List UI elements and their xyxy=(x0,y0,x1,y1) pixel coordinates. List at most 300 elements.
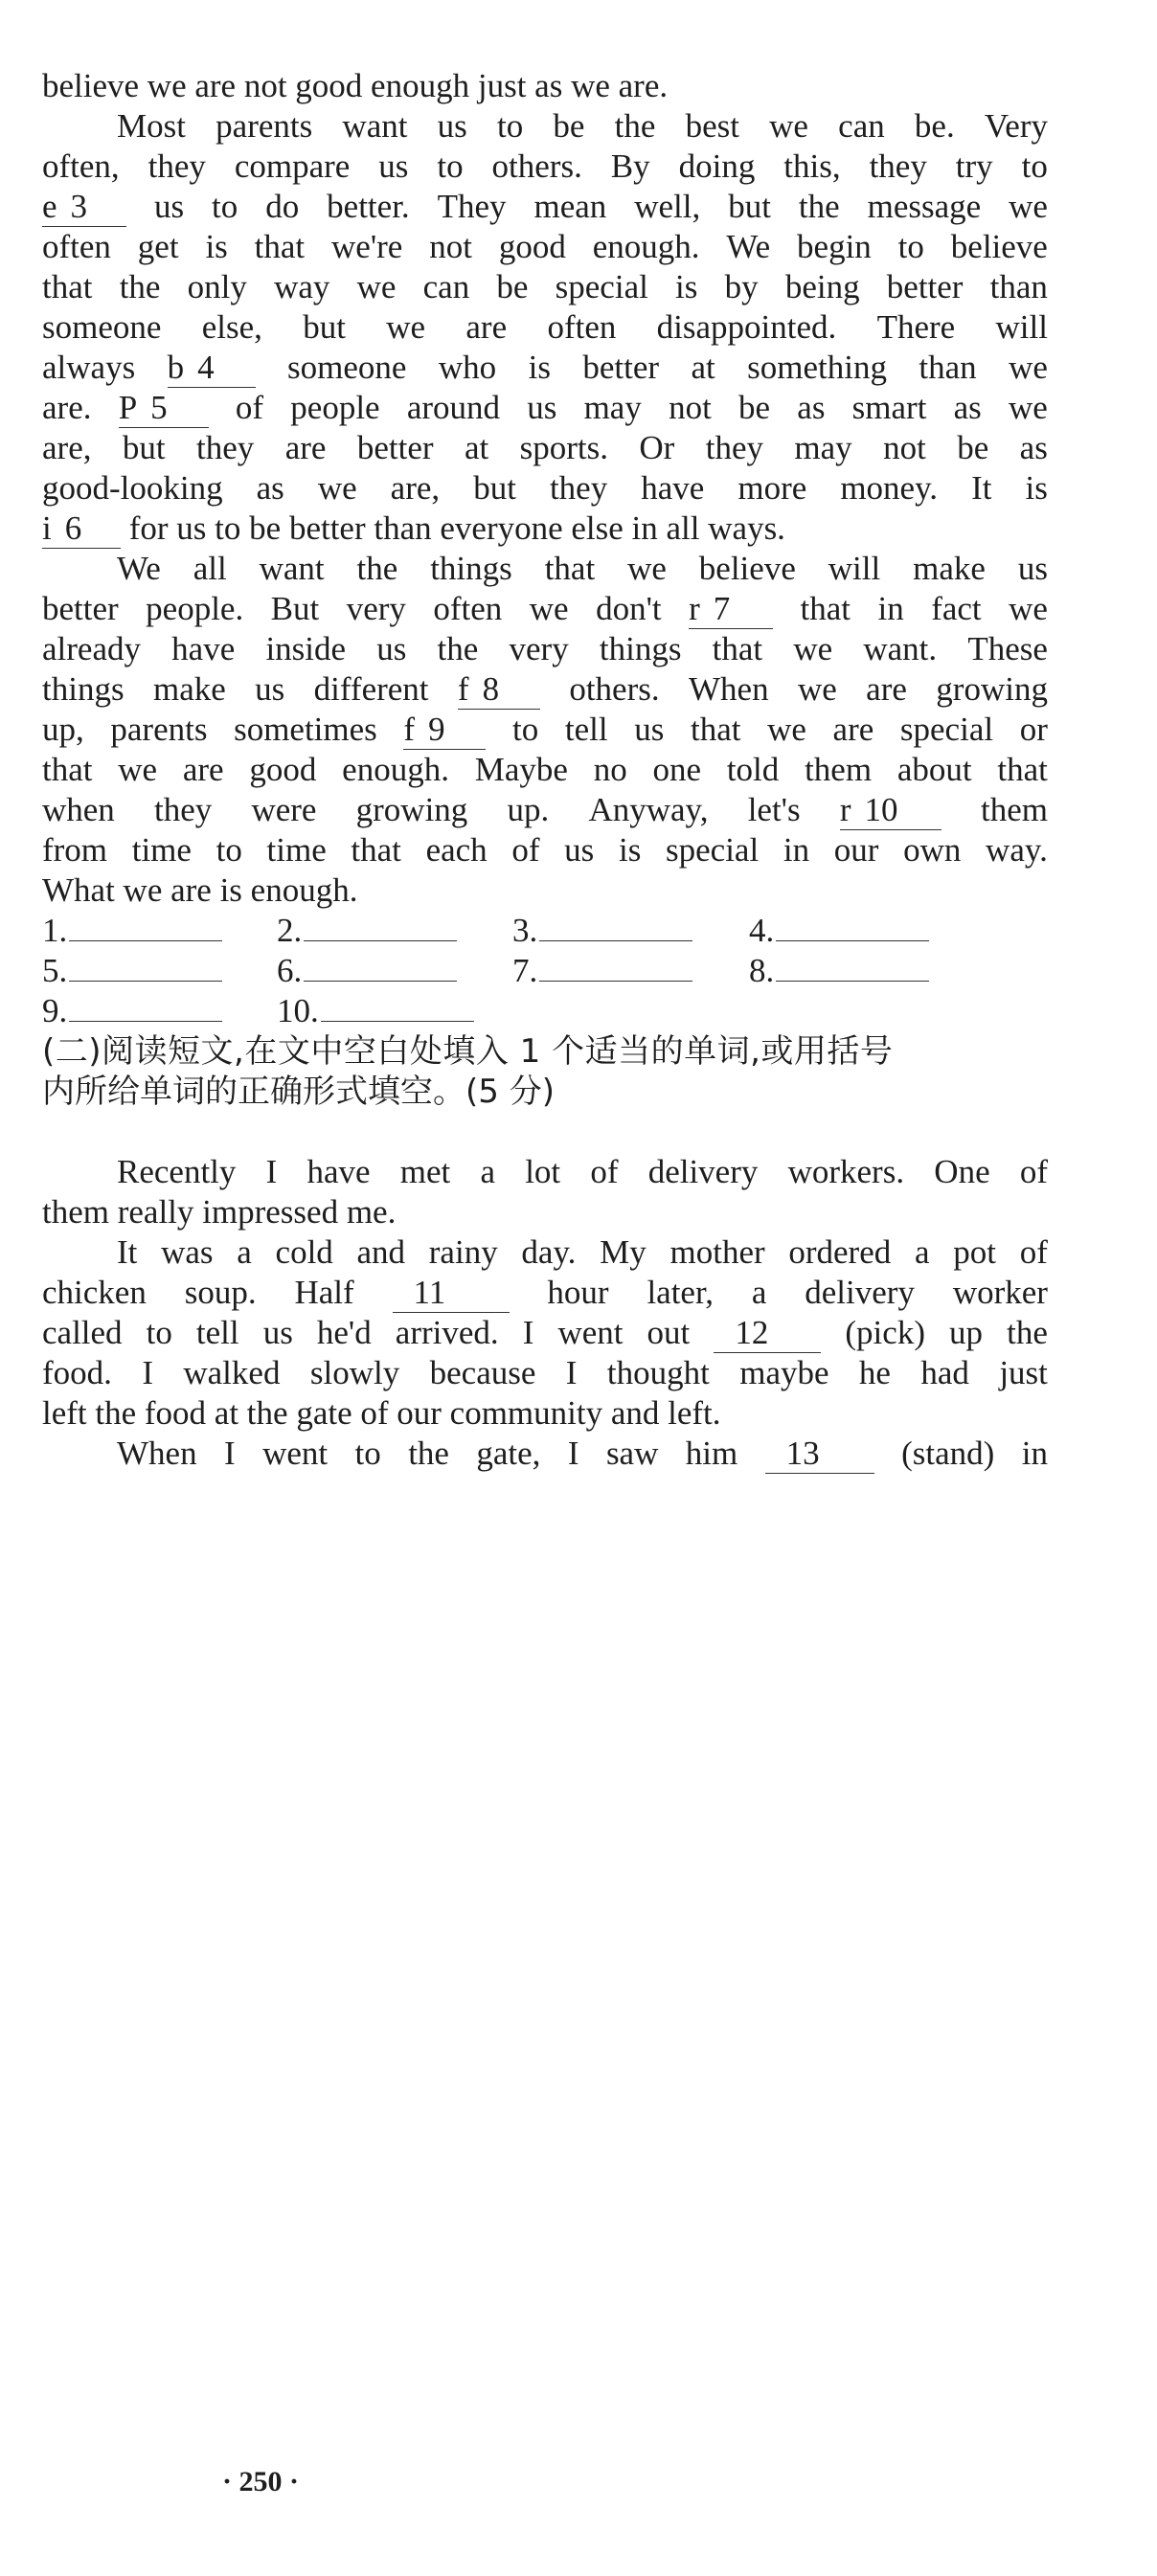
word: worker xyxy=(952,1274,1048,1311)
word: he'd xyxy=(316,1314,372,1351)
word: others. xyxy=(569,670,660,708)
word: Half xyxy=(294,1274,354,1311)
word: us xyxy=(527,389,557,426)
word: are. xyxy=(42,389,92,426)
word: When xyxy=(117,1435,197,1472)
text-line xyxy=(42,1232,1048,1274)
word: to xyxy=(496,107,524,145)
text-segment: What we are is enough. xyxy=(42,871,358,909)
word: a xyxy=(480,1153,495,1190)
word: that xyxy=(42,268,93,305)
answer-blank-7[interactable] xyxy=(689,590,773,629)
answer-line[interactable] xyxy=(776,912,929,941)
word: of xyxy=(1019,1153,1048,1190)
answer-blank-12[interactable] xyxy=(714,1314,821,1353)
word: are xyxy=(182,751,224,788)
word: do xyxy=(265,188,300,225)
word: It xyxy=(971,469,992,507)
text-line xyxy=(42,789,1048,831)
answer-number: 7. xyxy=(512,952,538,989)
word: we xyxy=(793,630,833,667)
word: we xyxy=(797,670,837,708)
word: our xyxy=(833,831,879,869)
word: arrived. xyxy=(395,1314,499,1351)
answer-blank-3[interactable] xyxy=(42,188,126,227)
text-line xyxy=(42,226,1048,268)
blank-number: 8 xyxy=(482,670,500,708)
answer-blank-5[interactable] xyxy=(119,389,209,428)
word: we xyxy=(386,308,426,346)
word: others. xyxy=(491,147,582,185)
word: already xyxy=(42,630,141,667)
text-segment: believe we are not good enough just as we are. xyxy=(42,67,669,104)
text-line xyxy=(42,146,1048,188)
answer-blank-9[interactable] xyxy=(403,711,486,750)
word: are, xyxy=(390,469,441,507)
word: better xyxy=(582,349,660,386)
word: else, xyxy=(201,308,262,346)
word: believe xyxy=(698,550,796,587)
word: better xyxy=(356,429,434,466)
text-line xyxy=(42,628,1048,670)
word: at xyxy=(691,349,715,386)
answer-number: 1. xyxy=(42,912,68,949)
word: us xyxy=(262,1314,293,1351)
word: enough. xyxy=(342,751,449,788)
word: We xyxy=(726,228,771,265)
word: to xyxy=(1021,147,1048,185)
text-line xyxy=(42,1392,1048,1435)
word: But xyxy=(270,590,320,627)
word: a xyxy=(914,1233,930,1271)
answer-slot[interactable] xyxy=(277,950,457,992)
word: pot xyxy=(953,1233,996,1271)
word: are xyxy=(832,711,874,748)
word: in xyxy=(1021,1435,1048,1472)
word: smart xyxy=(851,389,927,426)
word: that xyxy=(544,550,596,587)
word: and xyxy=(356,1233,406,1271)
answer-slot[interactable] xyxy=(749,910,929,952)
word: we xyxy=(1009,349,1048,386)
word: thought xyxy=(606,1354,710,1391)
word: to xyxy=(212,188,238,225)
word: us xyxy=(437,107,467,145)
word: of xyxy=(590,1153,619,1190)
text-line xyxy=(42,668,1048,711)
word: By xyxy=(610,147,650,185)
word: later, xyxy=(647,1274,714,1311)
word: they xyxy=(154,791,213,828)
word: tell xyxy=(564,711,608,748)
word: not xyxy=(429,228,472,265)
word: workers. xyxy=(787,1153,905,1190)
word: out xyxy=(647,1314,691,1351)
word: people. xyxy=(146,590,244,627)
word: the xyxy=(1007,1314,1048,1351)
word: that xyxy=(351,831,401,869)
word: get xyxy=(137,228,179,265)
word: as xyxy=(953,389,982,426)
word: delivery xyxy=(647,1153,759,1190)
word: money. xyxy=(840,469,939,507)
word: better xyxy=(886,268,964,305)
word: (pick) xyxy=(845,1314,925,1351)
word: are xyxy=(866,670,907,708)
blank-hint-letter: e xyxy=(42,188,57,225)
word: tell xyxy=(195,1314,239,1351)
word: met xyxy=(399,1153,451,1190)
word: they xyxy=(196,429,255,466)
blank-number: 5 xyxy=(150,389,168,426)
word: I xyxy=(567,1435,579,1472)
word: good xyxy=(249,751,317,788)
word: because xyxy=(429,1354,536,1391)
word: to xyxy=(897,228,924,265)
word: up, xyxy=(42,711,84,748)
answer-blank-13[interactable] xyxy=(765,1435,874,1474)
word: being xyxy=(784,268,860,305)
word: of xyxy=(235,389,264,426)
word: want. xyxy=(863,630,938,667)
word: that xyxy=(800,590,851,627)
word: as xyxy=(256,469,284,507)
word: us xyxy=(376,630,407,667)
answer-blank-11[interactable] xyxy=(393,1274,510,1313)
text-line xyxy=(42,1151,1048,1193)
word: compare xyxy=(234,147,351,185)
text-line xyxy=(42,870,1048,912)
word: of xyxy=(1019,1233,1048,1271)
word: enough. xyxy=(592,228,700,265)
word: of xyxy=(511,831,540,869)
word: from xyxy=(42,831,108,869)
word: is xyxy=(1025,469,1048,507)
word: are, xyxy=(42,429,92,466)
word: were xyxy=(251,791,317,828)
word: all xyxy=(193,550,227,587)
blank-number: 3 xyxy=(70,188,88,225)
word: good xyxy=(498,228,566,265)
word: about xyxy=(896,751,972,788)
word: way. xyxy=(986,831,1048,869)
text-line xyxy=(42,306,1048,349)
word: walked xyxy=(183,1354,281,1391)
text-line xyxy=(42,387,1048,429)
word: as xyxy=(1019,429,1048,466)
word: we xyxy=(529,590,569,627)
word: he xyxy=(858,1354,891,1391)
word: often xyxy=(433,590,503,627)
word: better xyxy=(42,590,119,627)
word: to xyxy=(437,147,464,185)
word: always xyxy=(42,349,136,386)
text-line xyxy=(42,266,1048,308)
text-segment: for us to be better than everyone else in all ways. xyxy=(121,509,785,547)
word: told xyxy=(726,751,780,788)
word: just xyxy=(999,1354,1048,1391)
word: had xyxy=(920,1354,969,1391)
blank-hint-letter: r xyxy=(689,590,700,627)
word: that xyxy=(254,228,306,265)
word: have xyxy=(171,630,236,667)
word: day. xyxy=(521,1233,577,1271)
word: than xyxy=(919,349,977,386)
answer-number: 8. xyxy=(749,952,775,989)
word: These xyxy=(967,630,1048,667)
section-instruction: 内所给单词的正确形式填空。(5 分) xyxy=(42,1073,555,1111)
word: special xyxy=(899,711,994,748)
answer-blank-10[interactable] xyxy=(840,791,941,830)
word: we're xyxy=(331,228,403,265)
word: want xyxy=(342,107,408,145)
word: When xyxy=(689,670,769,708)
word: inside xyxy=(265,630,347,667)
word: no xyxy=(593,751,627,788)
word: don't xyxy=(596,590,662,627)
word: I xyxy=(265,1153,278,1190)
word: very xyxy=(346,590,406,627)
word: Very xyxy=(984,107,1048,145)
word: a xyxy=(751,1274,767,1311)
answer-number: 10. xyxy=(277,992,319,1029)
word: him xyxy=(685,1435,738,1472)
word: the xyxy=(408,1435,449,1472)
word: at xyxy=(464,429,489,466)
word: will xyxy=(828,550,881,587)
word: who xyxy=(438,349,497,386)
answer-number: 3. xyxy=(512,912,538,949)
word: begin xyxy=(797,228,872,265)
word: that xyxy=(42,751,93,788)
word: are xyxy=(284,429,327,466)
word: well, xyxy=(634,188,701,225)
blank-hint-letter: i xyxy=(42,509,52,547)
word: things xyxy=(430,550,512,587)
word: have xyxy=(641,469,705,507)
word: but xyxy=(728,188,771,225)
word: us xyxy=(634,711,665,748)
word: fact xyxy=(931,590,982,627)
word: It xyxy=(117,1233,138,1271)
word: in xyxy=(783,831,810,869)
text-line xyxy=(42,105,1048,147)
word: we xyxy=(1009,188,1048,225)
answer-blank-4[interactable] xyxy=(168,349,256,388)
word: to xyxy=(354,1435,381,1472)
word: ordered xyxy=(788,1233,892,1271)
word: they xyxy=(549,469,608,507)
word: we xyxy=(118,751,158,788)
word: hour xyxy=(547,1274,609,1311)
word: very xyxy=(509,630,569,667)
answer-slot[interactable] xyxy=(42,950,222,992)
word: be. xyxy=(914,107,955,145)
text-line xyxy=(42,467,1048,509)
word: we xyxy=(767,711,806,748)
word: not xyxy=(883,429,926,466)
word: not xyxy=(669,389,712,426)
word: can xyxy=(422,268,470,305)
word: is xyxy=(675,268,698,305)
word: One xyxy=(934,1153,990,1190)
text-line xyxy=(42,829,1048,871)
word: will xyxy=(995,308,1048,346)
word: often xyxy=(42,228,111,265)
text-line xyxy=(42,749,1048,791)
answer-line[interactable] xyxy=(539,912,692,941)
section-instruction: (二)阅读短文,在文中空白处填入 1 个适当的单词,或用括号 xyxy=(42,1032,894,1071)
word: went xyxy=(262,1435,329,1472)
answer-slot[interactable] xyxy=(277,910,457,952)
word: them xyxy=(981,791,1048,828)
word: Anyway, xyxy=(588,791,709,828)
word: but xyxy=(303,308,346,346)
answer-line[interactable] xyxy=(776,952,929,982)
text-line xyxy=(42,186,1048,228)
answer-line[interactable] xyxy=(304,912,457,941)
word: called xyxy=(42,1314,123,1351)
blank-number: 11 xyxy=(413,1274,446,1311)
word: better. xyxy=(327,188,410,225)
text-line xyxy=(42,1352,1048,1394)
word: the xyxy=(119,268,161,305)
answer-blank-8[interactable] xyxy=(458,670,540,710)
answer-line[interactable] xyxy=(69,952,222,982)
word: Or xyxy=(639,429,675,466)
word: or xyxy=(1019,711,1048,748)
word: mean xyxy=(533,188,607,225)
answer-slot[interactable] xyxy=(512,950,692,992)
word: want xyxy=(259,550,325,587)
text-line xyxy=(42,1433,1048,1475)
word: parents xyxy=(110,711,208,748)
word: we xyxy=(356,268,397,305)
word: may xyxy=(583,389,642,426)
word: often xyxy=(547,308,617,346)
word: (stand) xyxy=(901,1435,995,1472)
answer-line[interactable] xyxy=(304,952,457,982)
text-line xyxy=(42,1272,1048,1314)
word: us xyxy=(378,147,409,185)
word: around xyxy=(406,389,501,426)
word: delivery xyxy=(805,1274,915,1311)
word: be xyxy=(957,429,989,466)
word: gate, xyxy=(476,1435,541,1472)
word: the xyxy=(356,550,398,587)
text-line xyxy=(42,588,1048,630)
word: are xyxy=(465,308,508,346)
word: be xyxy=(496,268,529,305)
word: parents xyxy=(216,107,313,145)
word: There xyxy=(876,308,956,346)
word: the xyxy=(614,107,656,145)
word: let's xyxy=(747,791,801,828)
word: I xyxy=(142,1354,153,1391)
answer-slot[interactable] xyxy=(277,990,474,1032)
word: best xyxy=(685,107,739,145)
word: slowly xyxy=(309,1354,400,1391)
word: believe xyxy=(950,228,1048,265)
word: I xyxy=(224,1435,236,1472)
word: we xyxy=(1009,389,1048,426)
word: sports. xyxy=(519,429,608,466)
text-line xyxy=(42,548,1048,590)
text-line xyxy=(42,427,1048,469)
word: make xyxy=(913,550,986,587)
word: lot xyxy=(525,1153,561,1190)
word: as xyxy=(797,389,826,426)
answer-slot[interactable] xyxy=(749,950,929,992)
word: someone xyxy=(42,308,162,346)
answer-line[interactable] xyxy=(69,992,222,1022)
word: was xyxy=(161,1233,214,1271)
word: when xyxy=(42,791,115,828)
answer-line[interactable] xyxy=(539,952,692,982)
word: to xyxy=(216,831,242,869)
word: special xyxy=(555,268,648,305)
word: mother xyxy=(669,1233,765,1271)
word: is xyxy=(618,831,642,869)
blank-number: 13 xyxy=(785,1435,820,1472)
word: us xyxy=(255,670,285,708)
answer-number: 9. xyxy=(42,992,68,1029)
blank-number: 7 xyxy=(713,590,731,627)
word: us xyxy=(564,831,595,869)
word: them xyxy=(805,751,873,788)
blank-number: 9 xyxy=(428,711,445,748)
word: They xyxy=(437,188,507,225)
text-line xyxy=(42,1191,1048,1233)
word: the xyxy=(798,188,840,225)
answer-slot[interactable] xyxy=(42,910,222,952)
answer-line[interactable] xyxy=(69,912,222,941)
answer-number: 5. xyxy=(42,952,68,989)
word: is xyxy=(528,349,551,386)
answer-blank-6[interactable] xyxy=(42,509,121,549)
word: sometimes xyxy=(234,711,377,748)
word: a xyxy=(237,1233,252,1271)
word: special xyxy=(666,831,760,869)
word: food. xyxy=(42,1354,112,1391)
answer-slot[interactable] xyxy=(512,910,692,952)
word: up xyxy=(949,1314,984,1351)
word: we xyxy=(769,107,808,145)
word: different xyxy=(313,670,429,708)
word: can xyxy=(838,107,885,145)
word: growing xyxy=(936,670,1048,708)
word: I xyxy=(565,1354,578,1391)
answer-slot[interactable] xyxy=(42,990,222,1032)
word: someone xyxy=(287,349,407,386)
answer-line[interactable] xyxy=(321,992,474,1022)
word: time xyxy=(131,831,192,869)
word: be xyxy=(553,107,585,145)
answer-number: 4. xyxy=(749,912,775,949)
blank-number: 6 xyxy=(64,509,82,547)
word: My xyxy=(600,1233,647,1271)
word: make xyxy=(152,670,226,708)
text-line xyxy=(42,709,1048,751)
word: be xyxy=(738,389,771,426)
word: in xyxy=(877,590,904,627)
word: doing xyxy=(678,147,756,185)
text-line xyxy=(42,65,1048,107)
blank-number: 10 xyxy=(864,791,898,828)
word: maybe xyxy=(739,1354,829,1391)
word: that xyxy=(691,711,741,748)
word: soup. xyxy=(184,1274,257,1311)
